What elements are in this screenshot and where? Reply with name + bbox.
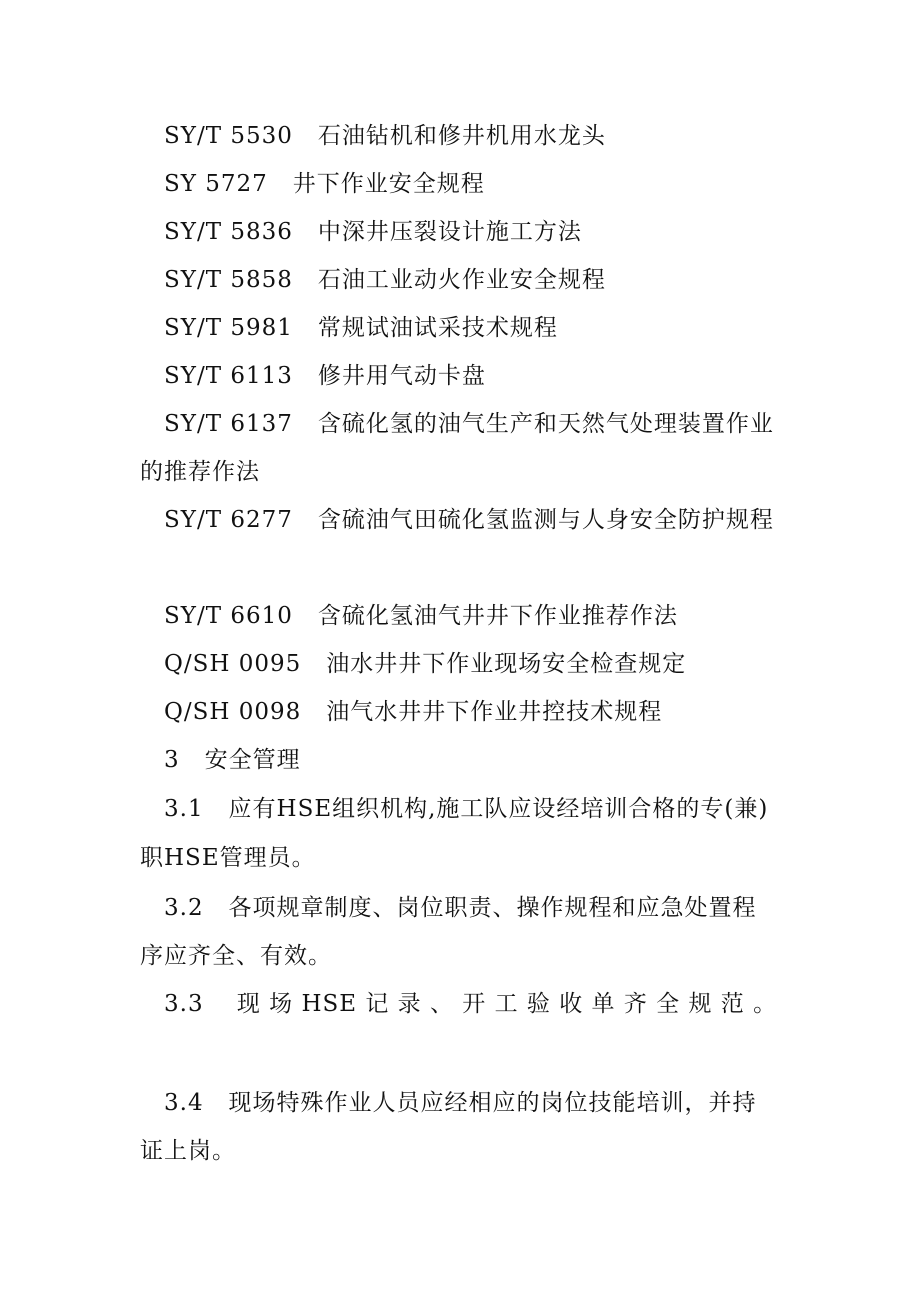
standard-entry xyxy=(164,217,582,247)
standard-entry xyxy=(164,409,774,439)
section-title: 安全管理 xyxy=(204,747,301,773)
standard-code: SY/T 5836 xyxy=(164,219,293,245)
standard-entry xyxy=(164,169,485,199)
standard-code: SY/T 5858 xyxy=(164,267,293,293)
standard-code: SY/T 6610 xyxy=(164,603,293,629)
standard-title: 油气水井井下作业井控技术规程 xyxy=(326,699,663,725)
clause-text: 现 场 HSE 记 录 、 开 工 验 收 单 齐 全 规 范 。 xyxy=(236,991,778,1017)
standard-entry xyxy=(164,505,774,535)
clause-number: 3.4 xyxy=(164,1090,204,1116)
clause-continuation: 证上岗。 xyxy=(140,1138,236,1164)
standard-entry xyxy=(164,697,662,727)
clause-continuation: 序应齐全、有效。 xyxy=(140,943,332,969)
standard-code: Q/SH 0098 xyxy=(164,699,302,725)
standard-title: 油水井井下作业现场安全检查规定 xyxy=(326,651,687,677)
clause-line xyxy=(164,794,768,824)
clause-continuation: 职HSE管理员。 xyxy=(140,845,316,871)
clause-number: 3.2 xyxy=(164,895,204,921)
clause-line xyxy=(164,989,777,1019)
standard-title: 石油工业动火作业安全规程 xyxy=(317,267,606,293)
standard-code: SY/T 6137 xyxy=(164,411,293,437)
standard-code: SY/T 6277 xyxy=(164,507,293,533)
standard-title: 井下作业安全规程 xyxy=(292,171,485,197)
section-heading xyxy=(164,745,301,775)
clause-text: 各项规章制度、岗位职责、操作规程和应急处置程 xyxy=(228,895,757,921)
standard-code: SY/T 6113 xyxy=(164,363,293,389)
standard-entry xyxy=(164,121,606,151)
clause-number: 3.1 xyxy=(164,796,204,822)
standard-title: 常规试油试采技术规程 xyxy=(317,315,558,341)
clause-number: 3.3 xyxy=(164,991,204,1017)
standard-title: 含硫油气田硫化氢监测与人身安全防护规程 xyxy=(317,507,774,533)
clause-text: 现场特殊作业人员应经相应的岗位技能培训，并持 xyxy=(228,1090,757,1116)
standard-code: SY/T 5530 xyxy=(164,123,293,149)
standard-entry xyxy=(164,265,606,295)
clause-line xyxy=(164,893,757,923)
clause-text: 应有HSE组织机构,施工队应设经培训合格的专(兼) xyxy=(228,796,769,822)
standard-continuation: 的推荐作法 xyxy=(140,459,260,485)
standard-title: 中深井压裂设计施工方法 xyxy=(317,219,582,245)
standard-entry xyxy=(164,313,558,343)
standard-code: SY/T 5981 xyxy=(164,315,293,341)
standard-title: 修井用气动卡盘 xyxy=(317,363,486,389)
clause-line xyxy=(164,1088,757,1118)
standard-code: Q/SH 0095 xyxy=(164,651,302,677)
standard-title: 含硫化氢油气井井下作业推荐作法 xyxy=(317,603,678,629)
standard-code: SY 5727 xyxy=(164,171,268,197)
standard-title: 石油钻机和修井机用水龙头 xyxy=(317,123,606,149)
standard-title: 含硫化氢的油气生产和天然气处理装置作业 xyxy=(317,411,774,437)
standard-entry xyxy=(164,361,486,391)
standard-entry xyxy=(164,649,686,679)
standard-entry xyxy=(164,601,678,631)
section-number: 3 xyxy=(164,747,180,773)
